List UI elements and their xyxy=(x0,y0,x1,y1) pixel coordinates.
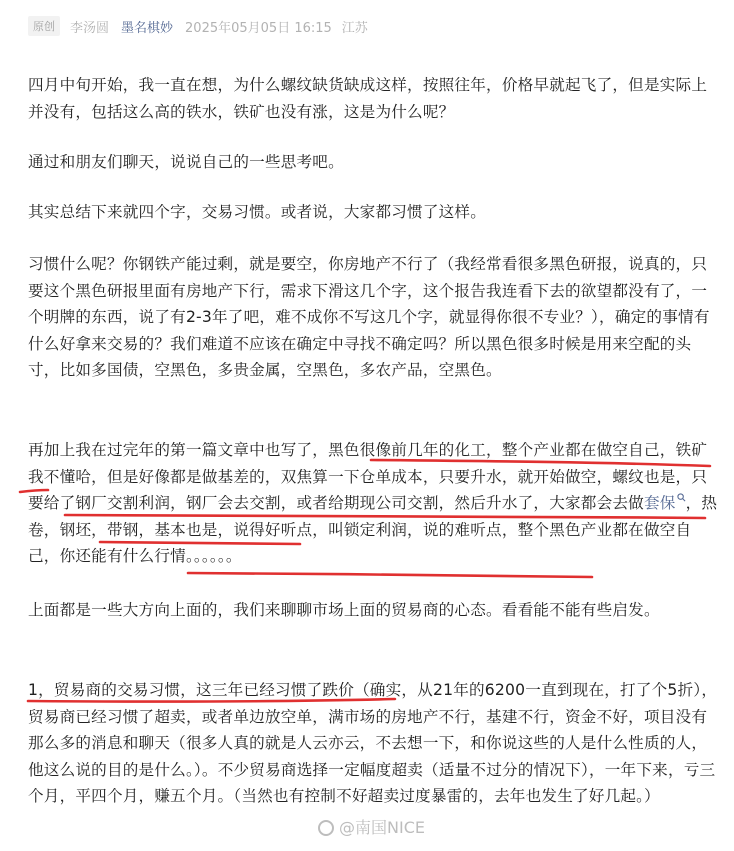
search-icon xyxy=(677,493,686,502)
p7-highlight-habit: 1，贸易商的交易习惯，这三年已经习惯了跌价 xyxy=(28,681,354,699)
weibo-logo-icon xyxy=(318,820,334,836)
paragraph-3: 其实总结下来就四个字，交易习惯。或者说，大家都习惯了这样。 xyxy=(28,203,487,221)
p5-text-f: ，热卷，钢坯，带钢，基本也是，说得好听点，叫锁定利润，说的难听点， xyxy=(28,494,718,539)
p5-text-c: ，铁矿我不懂哈，但是好像都是做基差的，双焦算一下仓单成本，只要升水，就开始做空， xyxy=(28,441,708,486)
hedge-link-text: 套保 xyxy=(643,494,676,513)
original-tag: 原创 xyxy=(28,16,60,36)
paragraph-7 xyxy=(28,677,718,810)
account-name[interactable]: 墨名棋妙 xyxy=(121,20,174,36)
watermark xyxy=(318,815,425,838)
paragraph-5 xyxy=(28,437,718,570)
author-name[interactable]: 李汤圆 xyxy=(70,20,110,36)
hedge-search-link[interactable] xyxy=(644,494,686,512)
publish-location: 江苏 xyxy=(341,20,368,36)
p7-text-b: （确实，从21年的6200一直到现在，打了个5折），贸易商已经习惯了超卖，或者单边放空单，满市场的房地产不行，基建不行，资金不好，项目没有那么多的消息和聊天（很多人真的就是人云亦云，不去想一下，和你说这些的人是什么性质的人，他这么说的目的是什么。）。不少贸易商选择一定幅度超卖（适量不过分的情况下），一年下来，亏三个月，平四个月，赚五个月。（当然也有控制不好超卖过度暴雷的，去年也发生了好几起。） xyxy=(28,681,718,806)
paragraph-1: 四月中旬开始，我一直在想，为什么螺纹缺货缺成这样，按照往年，价格早就起飞了，但是实际上并没有，包括这么高的铁水，铁矿也没有涨，这是为什么呢？ xyxy=(28,76,708,121)
paragraph-6: 上面都是一些大方向上面的，我们来聊聊市场上面的贸易商的心态。看看能不能有些启发。 xyxy=(28,601,660,619)
paragraph-2: 通过和朋友们聊天，说说自己的一些思考吧。 xyxy=(28,153,344,171)
p5-highlight-chemical: 黑色很像前几年的化工，整个产业都在做空自己 xyxy=(328,441,660,459)
article-meta xyxy=(28,15,368,37)
p5-text-a: 再加上我在过完年的第一篇文章中也写了， xyxy=(28,441,329,459)
paragraph-4: 习惯什么呢？你钢铁产能过剩，就是要空，你房地产不行了（我经常看很多黑色研报，说真的，只要这个黑色研报里面有房地产下行，需求下滑这几个字，这个报告我连看下去的欲望都没有了，一个明牌的东西，说了有2-3年了吧，难不成你不写这几个字，就显得你很不专业？），确定的事情有什么好拿来交易的？我们难道不应该在确定中寻找不确定吗？所以黑色很多时候是用来空配的头寸，比如多国债，空黑色，多贵金属，空黑色，多农产品，空黑色。 xyxy=(28,255,710,380)
watermark-text: @南国NICE xyxy=(339,818,425,837)
underline-stroke-5 xyxy=(188,573,592,577)
p5-highlight-industry: 整个黑色产业都在做空自己，你还能有什么行情。。。。。。 xyxy=(28,520,692,566)
p5-highlight-rebar: 螺纹也是，只要给了钢厂交割利润，钢厂会去交割，或者给期现公司交割，然后升水了，大家都会去做 xyxy=(28,467,708,513)
publish-date: 2025年05月05日 16:15 xyxy=(185,20,332,36)
